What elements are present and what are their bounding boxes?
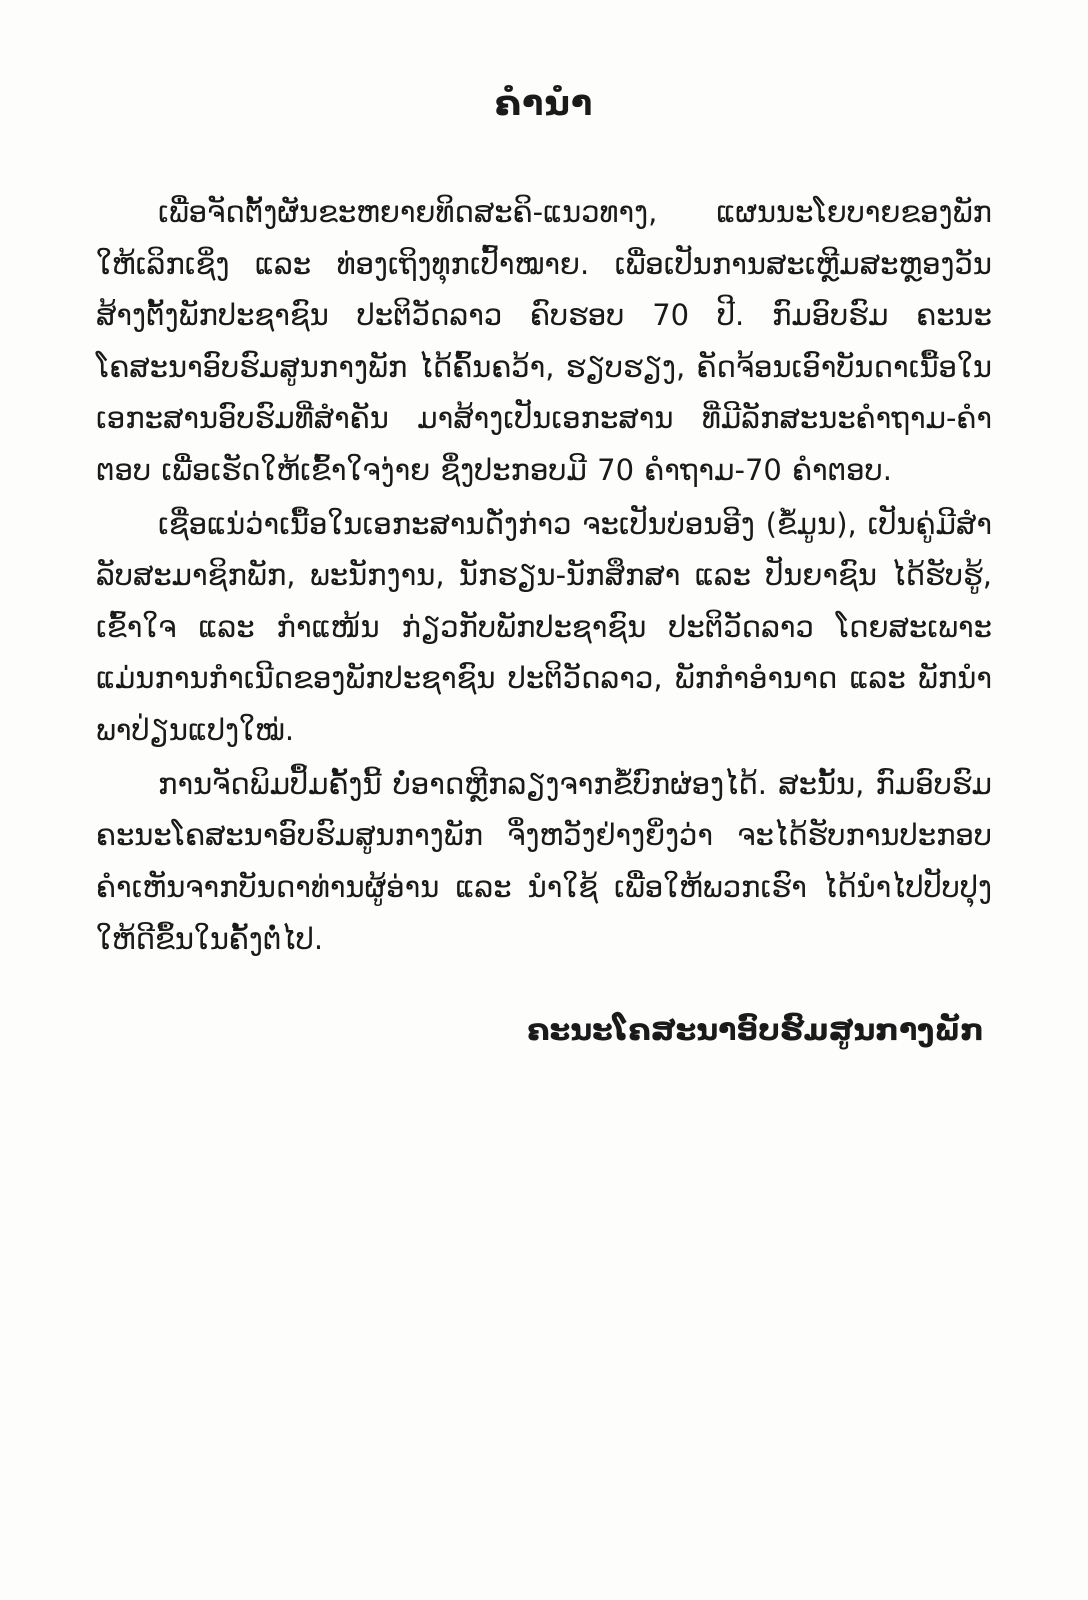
signature-line: ຄະນະໂຄສະນາອົບຮົມສູນກາງພັກ [527,1013,984,1049]
paragraph: ເພື່ອຈັດຕັ້ງຜັນຂະຫຍາຍທິດສະຄິ-ແນວທາງ, ແຜນນະໂຍບາຍຂອງພັກ ໃຫ້ເລິກເຊິ່ງ ແລະ ທ່ອງເຖິງທຸກເປົ້າໝາຍ. ເພື່ອເປັນການສະເຫຼີມສະຫຼອງວັນສ້າງຕັ້ງພັກປະຊາຊົນ ປະຕິວັດລາວ ຄົບຮອບ 70 ປີ. ກົມອົບຮົມ ຄະນະໂຄສະນາອົບຮົມສູນກາງພັກ ໄດ້ຄົ້ນຄວ້າ, ຮຽບຮຽງ, ຄັດຈ້ອນເອົາບັນດາເນື້ອໃນເອກະສານອົບຮົມທີ່ສໍາຄັນ ມາສ້າງເປັນເອກະສານ ທີ່ມີລັກສະນະຄໍາຖາມ-ຄໍາຕອບ ເພື່ອເຮັດໃຫ້ເຂົ້າໃຈງ່າຍ ຊຶ່ງປະກອບມີ 70 ຄໍາຖາມ-70 ຄໍາຕອບ. [96,195,992,488]
page-title: ຄໍານໍາ [494,84,594,124]
page-bottom-margin [96,1048,992,1348]
paragraph: ເຊື່ອແນ່ວ່າເນື້ອໃນເອກະສານດັ່ງກ່າວ ຈະເປັນບ່ອນອີງ (ຂໍ້ມູນ), ເປັນຄູ່ມີສໍາລັບສະມາຊິກພັກ, ພະນັກງານ, ນັກຮຽນ-ນັກສຶກສາ ແລະ ປັນຍາຊົນ ໄດ້ຮັບຮູ້, ເຂົ້າໃຈ ແລະ ກໍາແໜ້ນ ກ່ຽວກັບພັກປະຊາຊົນ ປະຕິວັດລາວ ໂດຍສະເພາະ ແມ່ນການກໍາເນີດຂອງພັກປະຊາຊົນ ປະຕິວັດລາວ, ພັກກໍາອໍານາດ ແລະ ພັກນໍາພາປ່ຽນແປງໃໝ່. [96,506,992,748]
document-body [96,187,992,965]
paragraph: ການຈັດພິມປຶ້ມຄັ້ງນີ້ ບໍ່ອາດຫຼີກລຽງຈາກຂໍ້ບົກຜ່ອງໄດ້. ສະນັ້ນ, ກົມອົບຮົມ ຄະນະໂຄສະນາອົບຮົມສູນກາງພັກ ຈຶ່ງຫວັງຢ່າງຍິ່ງວ່າ ຈະໄດ້ຮັບການປະກອບຄໍາເຫັນຈາກບັນດາທ່ານຜູ້ອ່ານ ແລະ ນໍາໃຊ້ ເພື່ອໃຫ້ພວກເຮົາ ໄດ້ນໍາໄປປັບປຸງໃຫ້ດີຂຶ້ນໃນຄັ້ງຕໍ່ໄປ. [96,766,992,956]
